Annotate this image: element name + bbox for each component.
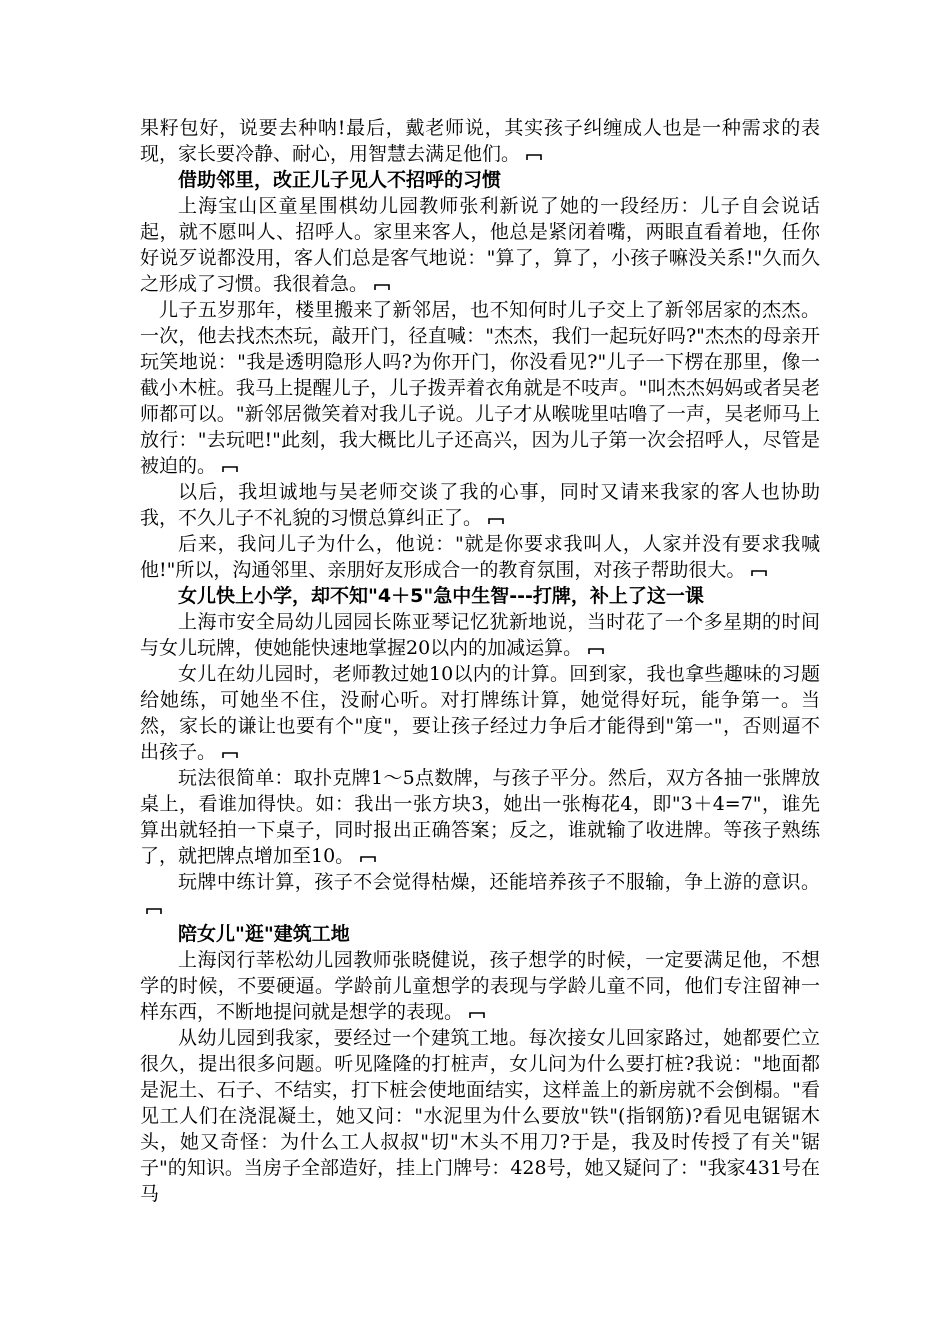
paragraph-text: 后来，我问儿子为什么，他说："就是你要求我叫人，人家并没有要求我喊他!"所以，沟通邻里、亲朋好友形成合一的教育氛围，对孩子帮助很大。 bbox=[140, 533, 820, 581]
paragraph-mark-icon bbox=[469, 1011, 485, 1019]
paragraph-text: 从幼儿园到我家，要经过一个建筑工地。每次接女儿回家路过，她都要伫立很久，提出很多问题。听见隆隆的打桩声，女儿问为什么要打桩?我说："地面都是泥土、石子、不结实，打下桩会使地面结实，这样盖上的新房就不会倒榻。"看见工人们在浇混凝土，她又问："水泥里为什么要放"铁"(指钢筋)?看见电锯锯木头，她又奇怪：为什么工人叔叔"切"木头不用刀?于是，我及时传授了有关"锯子"的知识。当房子全部造好，挂上门牌号：428号，她又疑问了："我家431号在马 bbox=[140, 1027, 820, 1205]
paragraph-mark-icon bbox=[588, 647, 604, 655]
body-paragraph bbox=[140, 1025, 820, 1207]
paragraph-mark-icon bbox=[488, 517, 504, 525]
paragraph-text: 果籽包好，说要去种呐!最后，戴老师说，其实孩子纠缠成人也是一种需求的表现，家长要冷静、耐心，用智慧去满足他们。 bbox=[140, 117, 820, 165]
body-paragraph bbox=[140, 869, 820, 921]
paragraph-mark-icon bbox=[751, 569, 767, 577]
paragraph-mark-icon bbox=[360, 855, 376, 863]
paragraph-text: 陪女儿"逛"建筑工地 bbox=[178, 923, 350, 945]
paragraph-text: 上海市安全局幼儿园园长陈亚琴记忆犹新地说，当时花了一个多星期的时间与女儿玩牌，使她能快速地掌握20以内的加减运算。 bbox=[140, 611, 820, 659]
paragraph-text: 女儿在幼儿园时，老师教过她10以内的计算。回到家，我也拿些趣味的习题给她练，可她坐不住，没耐心听。对打牌练计算，她觉得好玩，能争第一。当然，家长的谦让也要有个"度"，要让孩子经过力争后才能得到"第一"，否则逼不出孩子。 bbox=[140, 663, 820, 763]
paragraph-mark-icon bbox=[222, 465, 238, 473]
paragraph-mark-icon bbox=[526, 153, 542, 161]
paragraph-mark-icon bbox=[146, 907, 162, 915]
paragraph-text: 儿子五岁那年，楼里搬来了新邻居，也不知何时儿子交上了新邻居家的杰杰。一次，他去找杰杰玩，敲开门，径直喊："杰杰，我们一起玩好吗?"杰杰的母亲开玩笑地说："我是透明隐形人吗?为你开门，你没看见?"儿子一下楞在那里，像一截小木桩。我马上提醒儿子，儿子拨弄着衣角就是不吱声。"叫杰杰妈妈或者吴老师都可以。"新邻居微笑着对我儿子说。儿子才从喉咙里咕噜了一声，吴老师马上放行："去玩吧!"此刻，我大概比儿子还高兴，因为儿子第一次会招呼人，尽管是被迫的。 bbox=[140, 299, 820, 477]
body-paragraph bbox=[140, 297, 820, 479]
body-paragraph bbox=[140, 609, 820, 661]
paragraph-text: 玩牌中练计算，孩子不会觉得枯燥，还能培养孩子不服输，争上游的意识。 bbox=[178, 871, 820, 893]
paragraph-text: 玩法很简单：取扑克牌1～5点数牌，与孩子平分。然后，双方各抽一张牌放桌上，看谁加得快。如：我出一张方块3，她出一张梅花4，即"3＋4=7"，谁先算出就轻拍一下桌子，同时报出正确答案；反之，谁就输了收进牌。等孩子熟练了，就把牌点增加至10。 bbox=[140, 767, 820, 867]
body-paragraph bbox=[140, 115, 820, 167]
section-heading bbox=[140, 583, 820, 609]
document-page bbox=[140, 115, 820, 1207]
paragraph-text: 以后，我坦诚地与吴老师交谈了我的心事，同时又请来我家的客人也协助我，不久儿子不礼貌的习惯总算纠正了。 bbox=[140, 481, 820, 529]
body-paragraph bbox=[140, 531, 820, 583]
paragraph-text: 女儿快上小学，却不知"4＋5"急中生智---打牌，补上了这一课 bbox=[178, 585, 704, 607]
body-paragraph bbox=[140, 193, 820, 297]
paragraph-mark-icon bbox=[222, 751, 238, 759]
paragraph-text: 上海宝山区童星围棋幼儿园教师张利新说了她的一段经历：儿子自会说话起，就不愿叫人、招呼人。家里来客人，他总是紧闭着嘴，两眼直看着地，任你好说歹说都没用，客人们总是客气地说："算了，算了，小孩子嘛没关系!"久而久之形成了习惯。我很着急。 bbox=[140, 195, 820, 295]
paragraph-text: 上海闵行莘松幼儿园教师张晓健说，孩子想学的时候，一定要满足他，不想学的时候，不要硬逼。学龄前儿童想学的表现与学龄儿童不同，他们专注留神一样东西，不断地提问就是想学的表现。 bbox=[140, 949, 820, 1023]
paragraph-mark-icon bbox=[374, 283, 390, 291]
section-heading bbox=[140, 921, 820, 947]
paragraph-text: 借助邻里，改正儿子见人不招呼的习惯 bbox=[178, 169, 502, 191]
body-paragraph bbox=[140, 661, 820, 765]
body-paragraph bbox=[140, 947, 820, 1025]
section-heading bbox=[140, 167, 820, 193]
body-paragraph bbox=[140, 765, 820, 869]
body-paragraph bbox=[140, 479, 820, 531]
